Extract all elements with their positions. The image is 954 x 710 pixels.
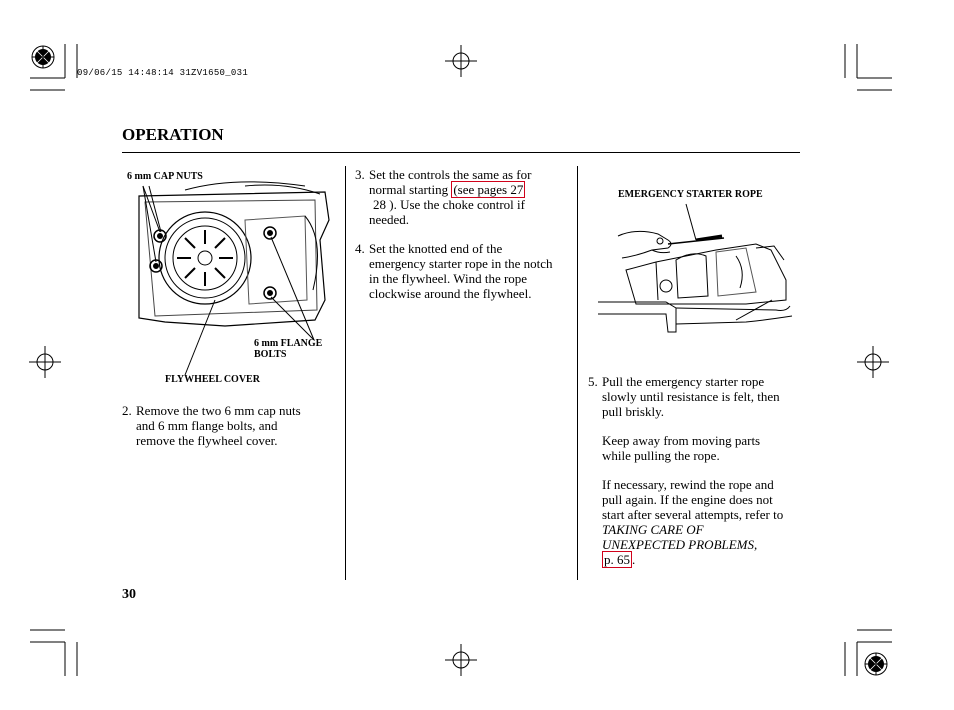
label-cap-nuts: 6 mm CAP NUTS [127,171,203,182]
label-flange-bolts-line1: 6 mm FLANGE [254,338,323,349]
caution-note [602,433,802,463]
link-see-pages[interactable]: (see pages 27 [453,182,524,197]
starter-rope-illustration [596,200,796,340]
step-2-line1: Remove the two 6 mm cap nuts [136,403,301,418]
print-stamp: 09/06/15 14:48:14 31ZV1650_031 [77,68,249,78]
crosshair-bottom [445,644,477,676]
step-3-line3: 28 ). Use the choke control if [373,197,525,212]
step-2-number: 2. [122,403,132,418]
step-3 [355,167,573,227]
step-4-line1: Set the knotted end of the [369,241,503,256]
step-3-line4: needed. [369,212,410,227]
step-3-line2-text: normal starting [369,182,452,197]
page-number: 30 [122,587,136,602]
rewind-line3: start after several attempts, refer to [602,507,784,522]
sunburst-top-left [32,46,54,68]
step-2-line3: remove the flywheel cover. [136,433,278,448]
step-4-line4: clockwise around the flywheel. [369,286,532,301]
section-title: OPERATION [122,125,224,144]
crosshair-right [857,346,889,378]
label-emergency-starter-rope: EMERGENCY STARTER ROPE [618,189,763,200]
rewind-line4: TAKING CARE OF [602,522,704,537]
step-5-line3: pull briskly. [602,404,664,419]
column-divider-right [577,166,578,580]
step-4-line2: emergency starter rope in the notch [369,256,553,271]
step-5 [588,374,803,419]
rewind-line5: UNEXPECTED PROBLEMS, [602,537,758,552]
step-3-line2 [369,182,573,197]
step-2 [122,403,342,448]
step-5-line2: slowly until resistance is felt, then [602,389,780,404]
caution-line1: Keep away from moving parts [602,433,761,448]
label-flywheel-cover: FLYWHEEL COVER [165,374,260,385]
step-5-line1: Pull the emergency starter rope [602,374,765,389]
step-5-number: 5. [588,374,598,389]
rewind-line2: pull again. If the engine does not [602,492,773,507]
crosshair-top [445,45,477,77]
crosshair-left [29,346,61,378]
rewind-line1: If necessary, rewind the rope and [602,477,774,492]
label-flange-bolts [254,338,322,360]
header-rule [122,152,800,153]
step-4-number: 4. [355,241,365,256]
step-3-number: 3. [355,167,365,182]
step-4 [355,241,573,301]
step-2-line2: and 6 mm flange bolts, and [136,418,278,433]
rewind-trailing: . [632,552,636,567]
link-page-65[interactable]: p. 65 [604,552,630,567]
step-3-line1: Set the controls the same as for [369,167,532,182]
column-divider-left [345,166,346,580]
rewind-note [602,477,802,567]
rewind-line6 [602,552,802,567]
sunburst-bottom-right [865,653,887,675]
step-4-line3: in the flywheel. Wind the rope [369,271,528,286]
caution-line2: while pulling the rope. [602,448,720,463]
label-flange-bolts-line2: BOLTS [254,349,287,360]
